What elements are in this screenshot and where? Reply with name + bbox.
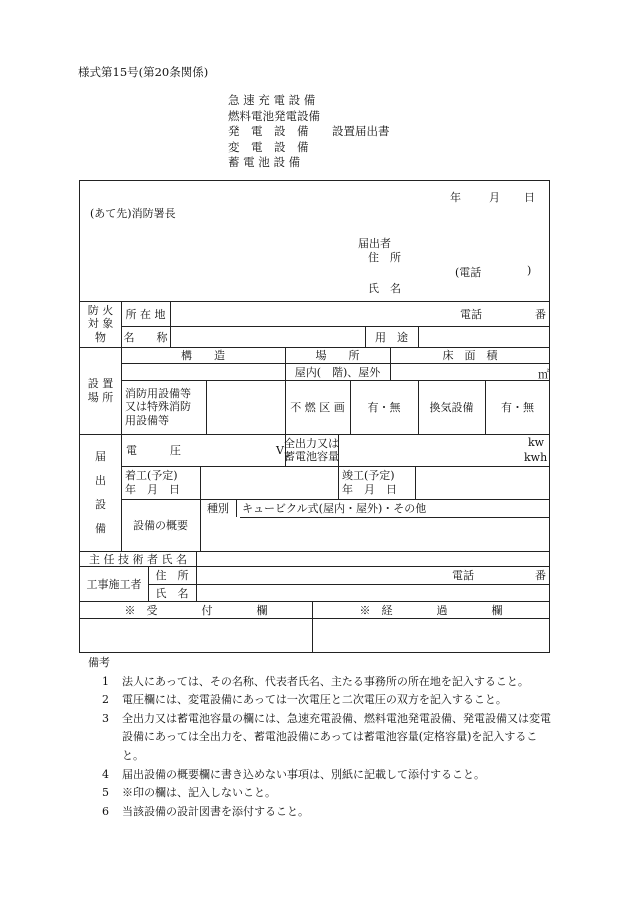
remark-item: 4 届出設備の概要欄に書き込めない事項は、別紙に記載して添付すること。: [102, 767, 485, 781]
addressee: (あて先)消防署長: [90, 207, 176, 220]
title-line-2: 燃料電池発電設備: [228, 108, 320, 123]
complete-label: 竣工(予定) 年 月 日: [342, 469, 397, 496]
form-number: 様式第15号(第20条関係): [78, 65, 209, 79]
contractor-address-label: 住 所: [155, 569, 189, 582]
fire-equipment-label: 消防用設備等 又は特殊消防 用設備等: [125, 386, 191, 427]
form-title: [228, 93, 390, 171]
use-label: 用 途: [375, 330, 408, 344]
fire-target-section-label: 防 火 対 象 物: [87, 303, 114, 344]
overview-label: 設備の概要: [133, 519, 188, 532]
contractor-label: 工事施工者: [86, 577, 142, 591]
title-line-4: 変 電 設 備: [228, 139, 309, 154]
remarks: [88, 654, 558, 821]
remark-item: 2 電圧欄には、変電設備にあっては一次電圧と二次電圧の双方を記入すること。: [102, 693, 507, 707]
voltage-unit: V: [276, 443, 284, 457]
date-month: 月: [489, 191, 500, 204]
fire-target-phone-label: 電話: [460, 308, 482, 321]
type-label: 種別: [207, 502, 229, 515]
title-suffix: 設置届出書: [332, 124, 390, 138]
phone-close: ): [527, 264, 532, 277]
nonflammable-label: 不 燃 区 画: [290, 401, 345, 414]
contractor-name-label: 氏 名: [155, 586, 189, 600]
reception-label: ※ 受 付 欄: [124, 603, 268, 617]
contractor-phone-suffix: 番: [535, 569, 546, 582]
type-value[interactable]: キュービクル式(屋内・屋外)・その他: [242, 502, 427, 515]
nonflammable-yes-no[interactable]: 有・無: [367, 401, 401, 414]
remark-item: 6 当該設備の設計図書を添付すること。: [102, 804, 309, 818]
form-table: [79, 180, 550, 653]
ventilation-label: 換気設備: [429, 401, 474, 414]
fire-target-phone-suffix: 番: [535, 308, 546, 321]
equipment-section-label: 届 出 設 備: [95, 449, 106, 535]
remarks-title: 備考: [88, 656, 110, 669]
output-label: 全出力又は 蓄電池容量: [284, 436, 339, 463]
floor-area-label: 床 面 積: [442, 349, 498, 362]
install-location-section-label: 設 置 場 所: [87, 377, 114, 404]
place-label: 場 所: [315, 349, 360, 362]
indoor-outdoor: 屋内( 階)、屋外: [294, 365, 381, 379]
remark-item: 1 法人にあっては、その名称、代表者氏名、主たる事務所の所在地を記入すること。: [102, 674, 529, 688]
voltage-label: 電 圧: [126, 444, 181, 457]
remark-item: 5 ※印の欄は、記入しないこと。: [102, 786, 276, 800]
area-unit: ㎡: [538, 368, 549, 381]
structure-label: 構 造: [181, 349, 225, 362]
title-line-3: 発 電 設 備: [228, 124, 309, 138]
phone-label: (電話: [455, 266, 482, 279]
date-year: 年: [450, 191, 461, 204]
title-line-5: 蓄 電 池 設 備: [228, 155, 301, 169]
progress-label: ※ 経 過 欄: [359, 603, 503, 617]
name-label: 氏 名: [368, 282, 401, 295]
contractor-phone-label: 電話: [452, 569, 474, 582]
engineer-label: 主 任 技 術 者 氏 名: [89, 552, 187, 566]
start-label: 着工(予定) 年 月 日: [125, 469, 180, 496]
kw-unit: kw: [528, 436, 545, 449]
title-line-1: 急 速 充 電 設 備: [228, 93, 316, 107]
facility-name-label: 名 称: [123, 330, 168, 344]
kwh-unit: kwh: [524, 451, 548, 464]
ventilation-yes-no[interactable]: 有・無: [501, 401, 534, 414]
address-label: 住 所: [368, 251, 401, 264]
remark-item: 3 全出力又は蓄電池容量の欄には、急速充電設備、燃料電池発電設備、発電設備又は変電設備にあっては全出力を、蓄電池設備にあっては蓄電池容量(定格容量)を記入すること。: [102, 711, 551, 762]
notifier-label: 届出者: [358, 237, 391, 250]
date-day: 日: [524, 191, 535, 204]
location-label: 所 在 地: [125, 307, 166, 321]
